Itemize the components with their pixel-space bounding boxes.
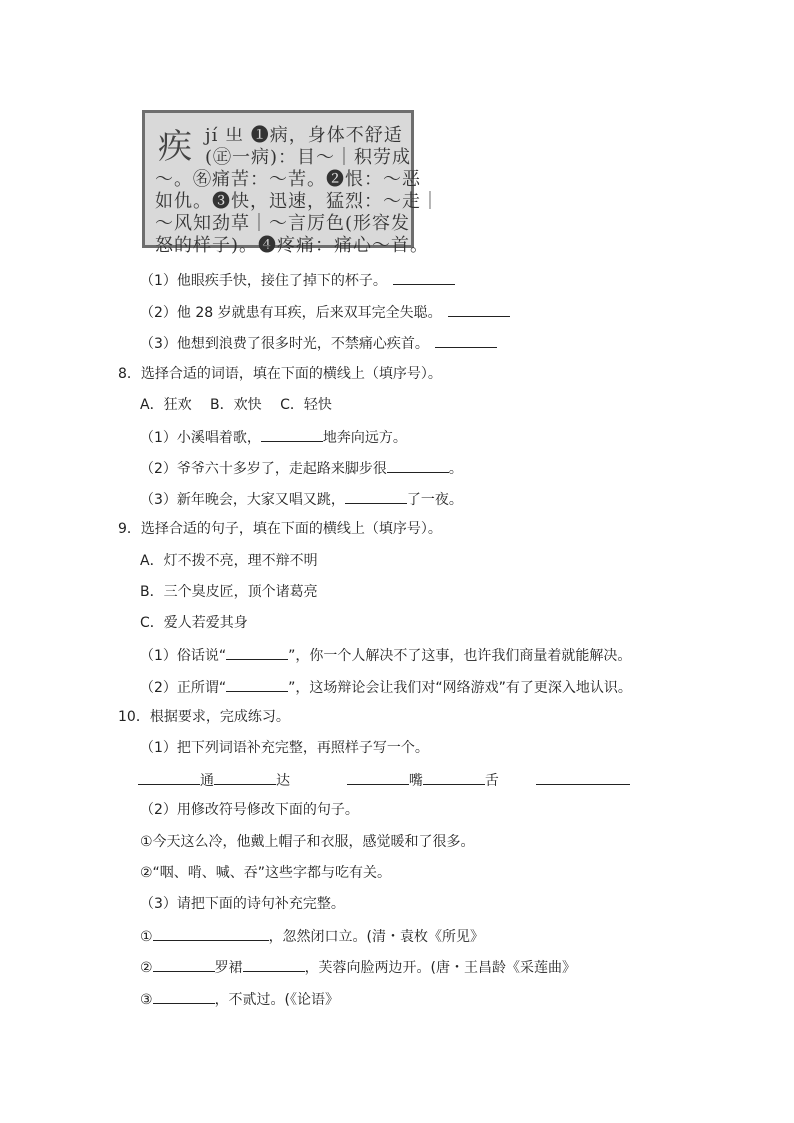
question-item: （3）新年晚会，大家又唱又跳， 了一夜。 bbox=[140, 489, 463, 509]
answer-options: A．狂欢 B．欢快 C．轻快 bbox=[140, 397, 332, 413]
answer-option: C．爱人若爱其身 bbox=[140, 615, 248, 631]
poem-line: ① ，忽然闭口立。(清・袁枚《所见》 bbox=[140, 926, 484, 946]
question-item: （3）他想到浪费了很多时光，不禁痛心疾首。 bbox=[140, 333, 497, 353]
dictionary-line: ～风知劲草｜～言厉色(形容发 bbox=[155, 213, 411, 234]
question-item: （2）爷爷六十多岁了，走起路来脚步很 。 bbox=[140, 458, 463, 478]
answer-blank[interactable] bbox=[153, 989, 215, 1004]
question-title: 9．选择合适的句子，填在下面的横线上（填序号）。 bbox=[118, 521, 442, 537]
answer-blank[interactable] bbox=[387, 458, 449, 473]
answer-blank[interactable] bbox=[153, 957, 215, 972]
answer-blank[interactable] bbox=[226, 677, 288, 692]
question-title: 10．根据要求，完成练习。 bbox=[118, 709, 290, 725]
answer-blank[interactable] bbox=[345, 489, 407, 504]
answer-blank[interactable] bbox=[153, 926, 269, 941]
dictionary-line: 怒的样子)。❹疼痛：痛心～首。 bbox=[155, 235, 430, 256]
sub-question: （2）用修改符号修改下面的句子。 bbox=[140, 802, 359, 818]
word-completion-row: 通 达 嘴 舌 bbox=[138, 770, 630, 790]
answer-blank[interactable] bbox=[214, 770, 276, 785]
answer-blank[interactable] bbox=[423, 770, 485, 785]
answer-blank[interactable] bbox=[261, 427, 323, 442]
dictionary-line: jí 㞢 ❶病，身体不舒适 bbox=[205, 125, 403, 146]
sentence-to-correct: ①今天这么冷，他戴上帽子和衣服，感觉暖和了很多。 bbox=[140, 834, 475, 850]
sub-question: （1）把下列词语补充完整，再照样子写一个。 bbox=[140, 740, 429, 756]
answer-blank[interactable] bbox=[347, 770, 409, 785]
poem-line: ② 罗裙 ，芙蓉向脸两边开。(唐・王昌龄《采莲曲》 bbox=[140, 957, 576, 977]
sub-question: （3）请把下面的诗句补充完整。 bbox=[140, 896, 345, 912]
question-item: （2）他 28 岁就患有耳疾，后来双耳完全失聪。 bbox=[140, 302, 510, 322]
dictionary-line: 如仇。❸快，迅速，猛烈：～走｜ bbox=[155, 191, 440, 212]
answer-option: A．灯不拨不亮，理不辩不明 bbox=[140, 553, 318, 569]
question-item: （2）正所谓“ ”，这场辩论会让我们对“网络游戏”有了更深入地认识。 bbox=[140, 677, 632, 697]
dictionary-headword: 疾 bbox=[158, 127, 192, 167]
answer-blank[interactable] bbox=[435, 333, 497, 348]
question-item: （1）俗话说“ ”，你一个人解决不了这事，也许我们商量着就能解决。 bbox=[140, 645, 631, 665]
answer-blank[interactable] bbox=[393, 270, 455, 285]
dictionary-entry-image bbox=[142, 110, 440, 256]
question-item: （1）他眼疾手快，接住了掉下的杯子。 bbox=[140, 270, 455, 290]
answer-blank[interactable] bbox=[448, 302, 510, 317]
sentence-to-correct: ②“咽、啃、喊、吞”这些字都与吃有关。 bbox=[140, 865, 392, 881]
dictionary-line: ～。㊔痛苦：～苦。❷恨：～恶 bbox=[155, 169, 421, 190]
answer-blank[interactable] bbox=[226, 645, 288, 660]
answer-blank[interactable] bbox=[536, 770, 630, 785]
answer-blank[interactable] bbox=[138, 770, 200, 785]
question-item: （1）小溪唱着歌， 地奔向远方。 bbox=[140, 427, 407, 447]
poem-line: ③ ，不贰过。(《论语》 bbox=[140, 989, 339, 1009]
question-title: 8．选择合适的词语，填在下面的横线上（填序号）。 bbox=[118, 366, 442, 382]
answer-option: B．三个臭皮匠，顶个诸葛亮 bbox=[140, 584, 318, 600]
answer-blank[interactable] bbox=[243, 957, 305, 972]
dictionary-line: (㊣一病)：目～｜积劳成 bbox=[205, 147, 412, 168]
